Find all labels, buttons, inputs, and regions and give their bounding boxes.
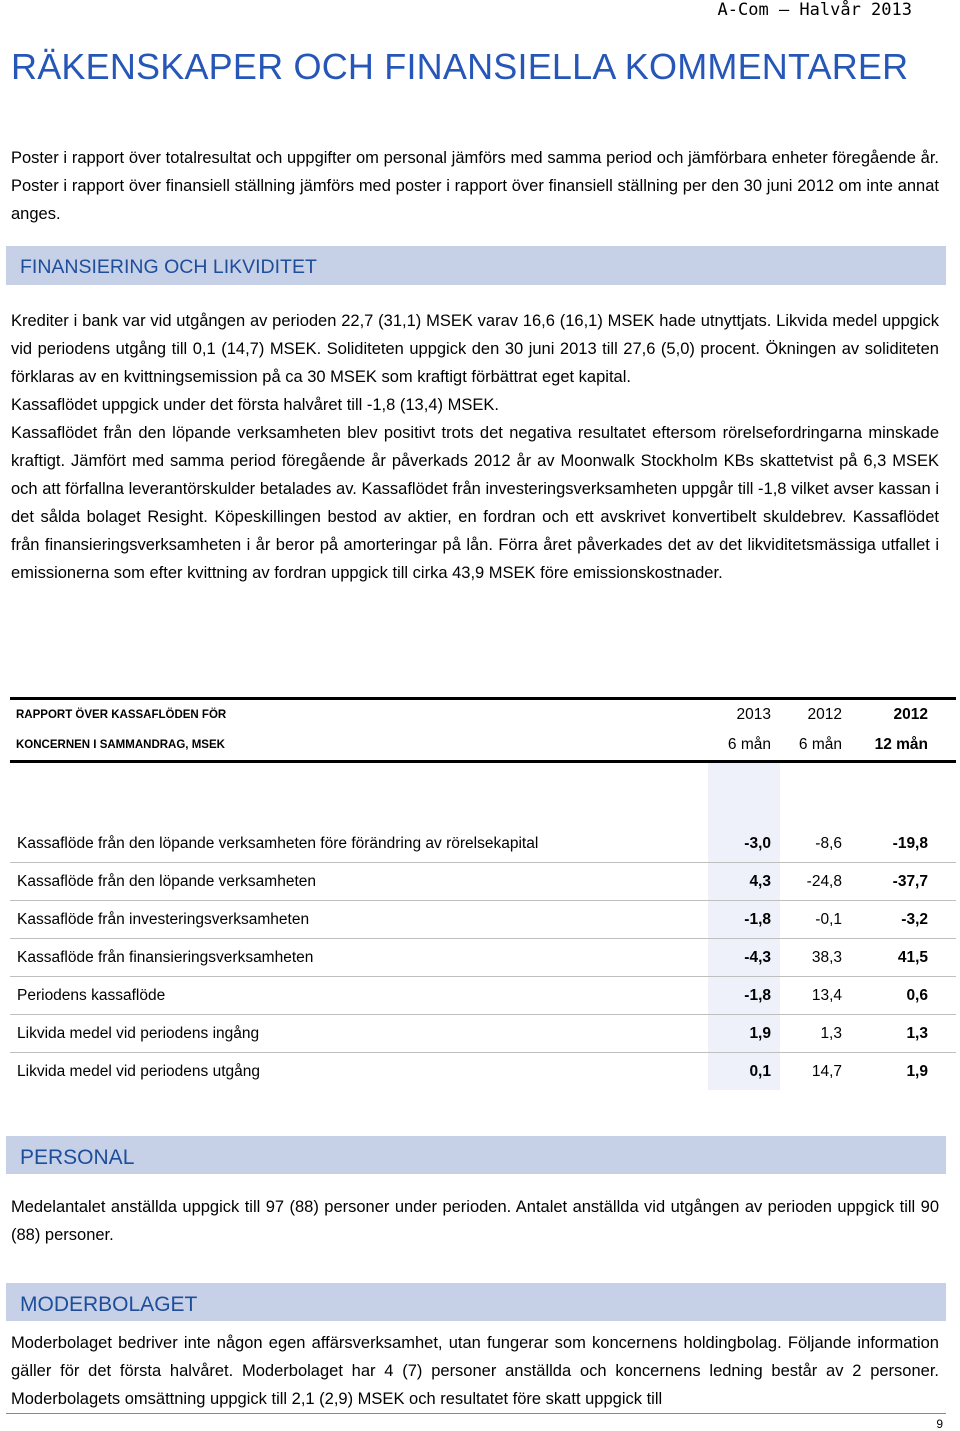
cell-2012-full: -19,8 [858,825,956,863]
cell-2012-half: 38,3 [780,939,858,977]
cashflow-table [10,697,956,1090]
cell-2012-full: -37,7 [858,863,956,901]
col-period-2012-half: 6 mån [780,730,858,762]
financing-paragraph-3: Kassaflödet från den löpande verksamheten blev positivt trots det negativa resultatet eftersom rörelsefordringarna minskade kraftigt. Jämfört med samma period föregående år påverkads 2012 år av Moonwalk Stockholm KBs skattetvist på 6,3 MSEK och att förfallna leverantörskulder betalades av. Kassaflödet från investeringsverksamheten uppgår till -1,8 vilket avser kassan i det sålda bolaget Resight. Köpeskillingen bestod av aktier, en fordran och ett avskrivet konvertibelt skuldebrev. Kassaflödet från finansieringsverksamheten i år beror på amorteringar på lån. Förra året påverkades det av det likviditetsmässiga utfallet i emissionerna som efter kvittning av fordran uppgick till cirka 43,9 MSEK före emissionskostnader. [11,424,939,582]
cell-2012-full: -3,2 [858,901,956,939]
cell-2012-half: -8,6 [780,825,858,863]
row-label: Kassaflöde från finansieringsverksamheten [10,939,708,977]
intro-paragraph: Poster i rapport över totalresultat och uppgifter om personal jämförs med samma period och jämförbara enheter föregående år. Poster i rapport över finansiell ställning jämförs med poster i rapport över finansiell ställning per den 30 juni 2012 om inte annat anges. [11,149,939,223]
financing-heading: FINANSIERING OCH LIKVIDITET [20,256,317,278]
footer-rule [6,1413,946,1414]
personal-heading: PERSONAL [20,1146,135,1169]
report-header-label: A-Com – Halvår 2013 [717,0,912,20]
row-label: Likvida medel vid periodens utgång [17,1062,260,1080]
row-label: Likvida medel vid periodens ingång [10,1015,708,1053]
financing-paragraph-1: Krediter i bank var vid utgången av perioden 22,7 (31,1) MSEK varav 16,6 (16,1) MSEK hade utnyttjats. Likvida medel uppgick vid periodens utgång till 0,1 (14,7) MSEK. Soliditeten uppgick den 30 juni 2013 till 27,6 (5,0) procent. Ökningen av soliditeten förklaras av en kvittningsemission på ca 30 MSEK som kraftigt förbättrat eget kapital. [11,312,939,386]
cell-2013: -4,3 [708,939,780,977]
col-year-2012-half: 2012 [780,699,858,731]
row-label: Periodens kassaflöde [10,977,708,1015]
col-period-2012-full: 12 mån [858,730,956,762]
cell-2012-half: -24,8 [780,863,858,901]
page-title: RÄKENSKAPER OCH FINANSIELLA KOMMENTARER [11,46,909,87]
cell-2012-full: 1,9 [906,1062,928,1080]
personal-paragraph: Medelantalet anställda uppgick till 97 (88) personer under perioden. Antalet anställda vid utgången av perioden uppgick till 90 (88) personer. [11,1198,939,1244]
cell-2012-full: 41,5 [858,939,956,977]
table-header-row-years [10,699,956,731]
table-row [10,1053,956,1091]
col-year-2013: 2013 [708,699,780,731]
col-period-2013: 6 mån [708,730,780,762]
page-number: 9 [936,1417,943,1431]
personal-section [11,1193,939,1249]
table-row [10,825,956,863]
table-row [10,1015,956,1053]
table-row [10,939,956,977]
personal-heading-banner [6,1136,946,1174]
cell-2012-half: -0,1 [780,901,858,939]
financing-section [11,307,939,587]
cell-2013: 0,1 [708,1053,780,1091]
table-row [10,863,956,901]
parent-paragraph: Moderbolaget bedriver inte någon egen affärsverksamhet, utan fungerar som koncernens holdingbolag. Följande information gäller för det första halvåret. Moderbolaget har 4 (7) personer anställda och koncernens ledning består av 2 personer. Moderbolagets omsättning uppgick till 2,1 (2,9) MSEK och resultatet före skatt uppgick till [11,1334,939,1408]
row-label: Kassaflöde från den löpande verksamheten [10,863,708,901]
table-header-row-periods [10,730,956,762]
row-label: Kassaflöde från investeringsverksamheten [10,901,708,939]
financing-paragraph-2: Kassaflödet uppgick under det första halvåret till -1,8 (13,4) MSEK. [11,396,499,414]
parent-section [11,1329,939,1413]
table-title-line-1: RAPPORT ÖVER KASSAFLÖDEN FÖR [10,699,708,731]
financing-heading-banner [6,246,946,285]
table-row [10,901,956,939]
cell-2012-half: 13,4 [780,977,858,1015]
cell-2013: -1,8 [708,901,780,939]
cell-2012-half: 1,3 [780,1015,858,1053]
cell-2012-full: 0,6 [858,977,956,1015]
table-row [10,977,956,1015]
table-spacer-row [10,762,956,826]
cell-2012-half: 14,7 [811,1062,842,1080]
cell-2013: -3,0 [708,825,780,863]
parent-heading: MODERBOLAGET [20,1293,198,1316]
col-year-2012-full: 2012 [858,699,956,731]
cell-2013: 1,9 [708,1015,780,1053]
cell-2012-full: 1,3 [858,1015,956,1053]
parent-heading-banner [6,1283,946,1321]
cell-2013: -1,8 [708,977,780,1015]
table-title-line-2: KONCERNEN I SAMMANDRAG, MSEK [10,730,708,762]
cell-2013: 4,3 [708,863,780,901]
row-label: Kassaflöde från den löpande verksamheten före förändring av rörelsekapital [10,825,708,863]
